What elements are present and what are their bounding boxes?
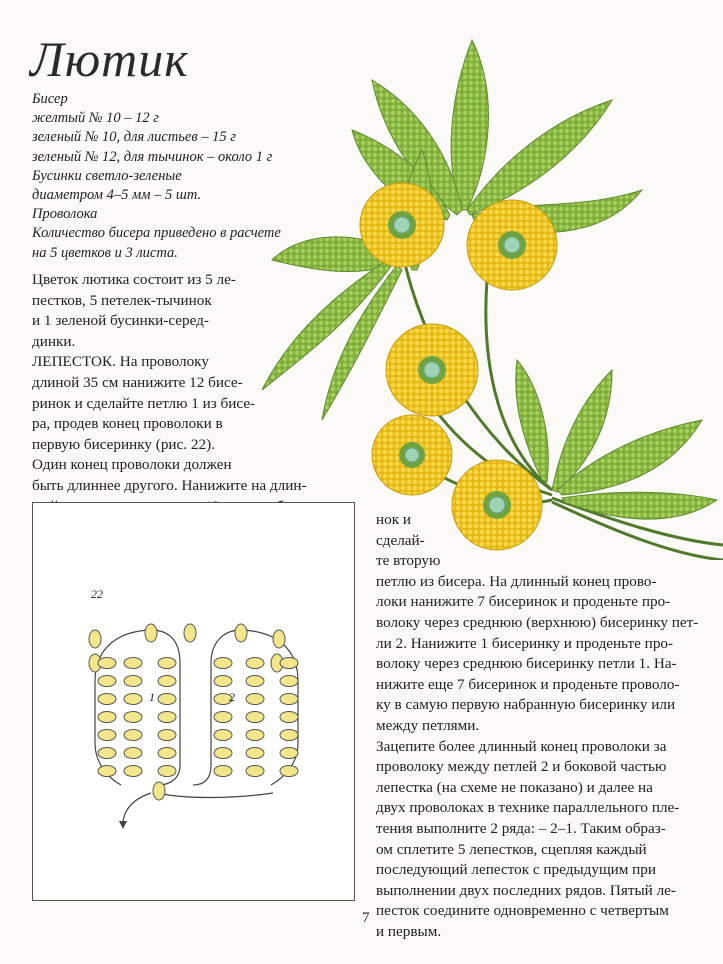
bead-diagram [32,502,355,901]
bead [124,712,142,723]
diagram-wires [95,630,298,821]
materials-item: на 5 цветков и 3 листа. [32,244,178,261]
bead [124,694,142,705]
bead [214,658,232,669]
text-line: ринок и сделайте петлю 1 из бисе- [32,394,256,412]
bead [214,676,232,687]
instructions-right-column [376,510,714,942]
wire-arrow-icon [119,821,127,829]
bead [124,748,142,759]
bead [98,658,116,669]
text-line: петлю из бисера. На длинный конец прово- [376,572,657,590]
materials-item: желтый № 10 – 12 г [32,110,159,127]
text-line: Один конец проволоки должен [32,456,232,474]
loop-1-label: 1 [149,690,155,704]
text-line: и первым. [376,922,442,940]
text-line: быть длиннее другого. Нанижите на длин- [32,476,307,494]
text-line: Цветок лютика состоит из 5 ле- [32,271,236,288]
text-line: пестков, 5 петелек-тычинок [32,291,212,309]
text-line: выполнении двух последних рядов. Пятый ле- [376,881,676,899]
bead [158,676,176,687]
bead [98,712,116,723]
text-line: между петлями. [376,716,480,734]
text-line: те вторую [376,552,441,570]
text-line: двух проволоках в технике параллельного пле- [376,799,680,817]
bead [246,766,264,777]
text-line: динки. [32,332,76,350]
text-line: ЛЕПЕСТОК. На проволоку [32,353,209,371]
bead [246,712,264,723]
text-line: Зацепите более длинный конец проволоки за [376,737,667,755]
materials-item: Проволока [32,206,98,223]
bead [214,748,232,759]
text-line: песток соедините одновременно с четвертым [376,902,669,920]
bead [280,712,298,723]
diagram-canvas [33,503,354,900]
materials-item: Бусинки светло-зеленые [32,167,182,184]
bead [153,782,165,800]
bead [246,730,264,741]
text-line: ли 2. Нанижите 1 бисеринку и проденьте про- [376,634,674,652]
flowers [360,183,557,550]
loop-2-label: 2 [229,690,235,704]
text-line: ом сплетите 5 лепестков, сцепляя каждый [376,840,647,858]
text-line: волоку через среднюю (верхнюю) бисеринку пет- [376,613,699,631]
bead [98,694,116,705]
text-line: и 1 зеленой бусинки-серед- [32,312,209,330]
text-line: нок и [376,511,412,528]
page-number: 7 [362,910,370,926]
bead [246,676,264,687]
text-line: ра, продев конец проволоки в [32,415,223,433]
figure-number: 22 [91,587,103,601]
materials-item: зеленый № 10, для листьев – 15 г [32,129,236,146]
bead [98,730,116,741]
text-line: ку в самую первую набранную бисеринку или [376,696,676,714]
bead [124,730,142,741]
bead [246,694,264,705]
bead [235,624,247,642]
bead [98,766,116,777]
bead [98,748,116,759]
materials-item: зеленый № 12, для тычинок – около 1 г [32,148,273,165]
bead [158,748,176,759]
bead [246,748,264,759]
bead [214,712,232,723]
materials-item: Количество бисера приведено в расчете [32,225,281,242]
bead [280,676,298,687]
bead [89,630,101,648]
materials-item: диаметром 4–5 мм – 5 шт. [32,187,202,204]
text-line: волоку через среднюю бисеринку петли 1. На- [376,655,677,673]
bead [98,676,116,687]
bead [280,748,298,759]
bead [124,766,142,777]
bead [280,766,298,777]
bead [158,766,176,777]
text-line: сделай- [376,531,425,549]
bead [158,658,176,669]
text-line: проволоку между петлей 2 и боковой частью [376,758,667,776]
bead [273,630,285,648]
bead [280,694,298,705]
bead [246,658,264,669]
page-title: Лютик [30,31,189,87]
bead [280,658,298,669]
bead [158,730,176,741]
instructions-left-column [32,270,352,517]
text-line: нижите еще 7 бисеринок и проденьте проволо- [376,675,680,693]
bead [158,694,176,705]
bead [214,766,232,777]
bead [184,624,196,642]
text-line: последующий лепесток с предыдущим при [376,861,657,879]
text-line: первую бисеринку (рис. 22). [32,435,215,453]
text-line: локи нанижите 7 бисеринок и проденьте про- [376,593,671,611]
text-line: лепестка (на схеме не показано) и далее на [376,778,653,796]
bead [145,624,157,642]
materials-item: Бисер [32,91,68,107]
bead [214,730,232,741]
text-line: тения выполните 2 ряда: – 2–1. Таким образ- [376,819,666,837]
bead [124,676,142,687]
bead [158,712,176,723]
text-line: длиной 35 см нанижите 12 бисе- [32,373,243,391]
bead [280,730,298,741]
bead [124,658,142,669]
diagram-beads [89,624,298,800]
